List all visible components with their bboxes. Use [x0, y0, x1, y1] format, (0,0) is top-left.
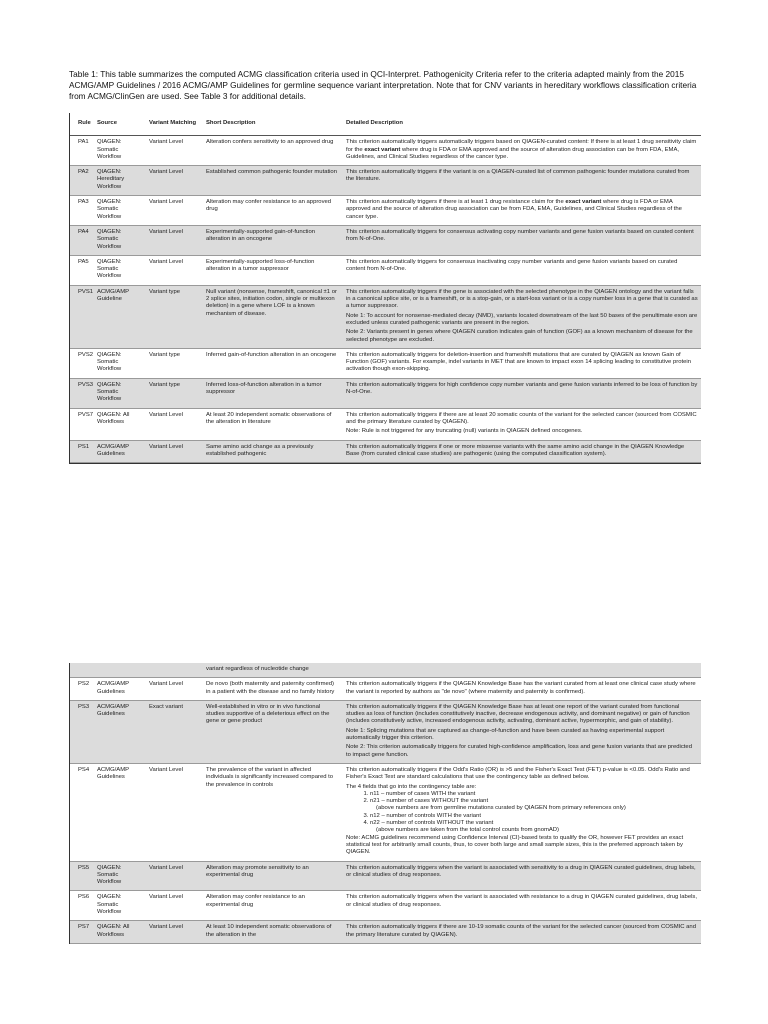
- desc-text: where drug is FDA or EMA approved and the source of alteration drug association can be from FDA, EMA, Guidelines, and Clinical Studies regardless of the cancer type.: [346, 146, 680, 160]
- desc-emphasis: exact variant: [565, 199, 602, 206]
- short-description: Experimentally-supported gain-of-function alteration in an oncogene: [203, 225, 343, 255]
- variant-matching: Variant Level: [146, 196, 203, 226]
- variant-matching: Variant Level: [146, 136, 203, 166]
- desc-paragraph: The 4 fields that go into the contingency table are:: [346, 783, 477, 790]
- rule-code: PS7: [70, 921, 94, 944]
- table-row-continuation: [70, 663, 701, 678]
- detailed-description: This criterion automatically triggers when the variant is associated with resistance to a drug in QIAGEN curated guidelines, drug labels, or clinical studies of drug responses.: [343, 891, 701, 921]
- rule-code: PA1: [70, 136, 94, 166]
- table-row-pa4: [70, 225, 701, 255]
- source: QIAGEN: Somatic Workflow: [94, 196, 146, 226]
- variant-matching: Variant type: [146, 378, 203, 408]
- variant-matching: Variant Level: [146, 763, 203, 861]
- desc-emphasis: exact variant: [364, 146, 401, 153]
- source: QIAGEN: Somatic Workflow: [94, 348, 146, 378]
- detailed-description: [343, 285, 701, 348]
- rule-code: PS3: [70, 700, 94, 763]
- variant-matching: Variant Level: [146, 440, 203, 463]
- detailed-description: This criterion automatically triggers if there are 10-19 somatic counts of the variant for the selected cancer (sourced from COSMIC and the primary literature curated by QIAGEN).: [343, 921, 701, 944]
- short-description: Alteration confers sensitivity to an approved drug: [203, 136, 343, 166]
- header-variant-matching: Variant Matching: [146, 113, 203, 136]
- header-detailed-description: Detailed Description: [343, 113, 701, 136]
- desc-note: (above numbers are taken from the total control counts from gnomAD): [376, 827, 560, 834]
- short-description: Null variant (nonsense, frameshift, canonical ±1 or 2 splice sites, initiation codon, single or multiexon deletion) in a gene where LOF is a known mechanism of disease.: [203, 285, 343, 348]
- table-row-pvs1: [70, 285, 701, 348]
- rule-code: PS6: [70, 891, 94, 921]
- source: QIAGEN: Somatic Workflow: [94, 378, 146, 408]
- detailed-description: [343, 700, 701, 763]
- table-row-pvs3: [70, 378, 701, 408]
- variant-matching: Variant Level: [146, 678, 203, 701]
- variant-matching: Variant Level: [146, 861, 203, 891]
- source: QIAGEN: Somatic Workflow: [94, 891, 146, 921]
- table-row-pa5: [70, 255, 701, 285]
- desc-paragraph: Note 2: This criterion automatically triggers for curated high-confidence amplification, loss and gene fusion variants that are predicted to impact gene function.: [346, 744, 692, 758]
- table-caption: Table 1: This table summarizes the computed ACMG classification criteria used in QCI-Interpret. Pathogenicity Criteria refer to the criteria adapted mainly from the 2015 ACMG/AMP Guidelines / 2016 ACMG/AMP Guidelines for germline sequence variant interpretation. Note that for CNV variants in hereditary workflows classification criteria from ACMG/ClinGen are used. See Table 3 for additional details.: [69, 69, 697, 101]
- variant-matching: Variant Level: [146, 408, 203, 440]
- detailed-description: This criterion automatically triggers if the variant is on a QIAGEN-curated list of common pathogenic founder mutations curated from the literature.: [343, 166, 701, 196]
- table-row-pa3: [70, 196, 701, 226]
- variant-matching: Variant type: [146, 285, 203, 348]
- source: ACMG/AMP Guidelines: [94, 678, 146, 701]
- detailed-description: [343, 408, 701, 440]
- rule-code: PVS1: [70, 285, 94, 348]
- source: ACMG/AMP Guidelines: [94, 700, 146, 763]
- source: QIAGEN: Somatic Workflow: [94, 225, 146, 255]
- contingency-item: 3. n12 – number of controls WITH the variant: [370, 813, 698, 820]
- table-row-pa1: [70, 136, 701, 166]
- rule-code: PVS3: [70, 378, 94, 408]
- desc-paragraph: Note 1: Splicing mutations that are captured as change-of-function and have been curated as having experimental support automatically trigger this criterion.: [346, 727, 665, 742]
- detailed-description: This criterion automatically triggers if one or more missense variants with the same amino acid change in the QIAGEN Knowledge Base (from curated clinical case studies) are pathogenic (using the computed classification system).: [343, 440, 701, 463]
- rule-code: PA2: [70, 166, 94, 196]
- short-description: At least 10 independent somatic observations of the alteration in the: [203, 921, 343, 944]
- short-description: variant regardless of nucleotide change: [203, 663, 343, 678]
- header-rule: Rule: [70, 113, 94, 136]
- desc-paragraph: This criterion automatically triggers if the QIAGEN Knowledge Base has at least one report of the variant curated from functional studies as loss of function (includes constitutively inactive, decrease endogenous activity, and dominant negative) or gain of function (includes constitutively active, increased endogenous activity, activating, dominant active, hypermorphic, and gain of stability).: [346, 703, 690, 725]
- contingency-list: [346, 791, 698, 806]
- variant-matching: Exact variant: [146, 700, 203, 763]
- source: QIAGEN: Somatic Workflow: [94, 861, 146, 891]
- contingency-item: 1. n11 – number of cases WITH the variant: [370, 791, 698, 798]
- header-short-description: Short Description: [203, 113, 343, 136]
- variant-matching: Variant type: [146, 348, 203, 378]
- rule-code: PVS2: [70, 348, 94, 378]
- detailed-description: [343, 196, 701, 226]
- detailed-description: This criterion automatically triggers for deletion-insertion and frameshift mutations that are curated by QIAGEN as known Gain of Function (GOF) variants. For example, indel variants in MET that are known to impact exon 14 splicing leading to constitutive protein activation though exon-skipping.: [343, 348, 701, 378]
- desc-paragraph: This criterion automatically triggers if there are at least 20 somatic counts of the variant for the selected cancer (sourced from COSMIC and the primary literature curated by QIAGEN).: [346, 411, 697, 425]
- variant-matching: Variant Level: [146, 225, 203, 255]
- table-header-row: [70, 113, 701, 136]
- short-description: De novo (both maternity and paternity confirmed) in a patient with the disease and no family history: [203, 678, 343, 701]
- desc-text: This criterion automatically triggers automatically triggers based on QIAGEN-curated content: If there is at least 1 drug sensitivity claim for the: [346, 139, 697, 153]
- contingency-item: 4. n22 – number of controls WITHOUT the variant: [370, 820, 698, 827]
- rule-code: PA4: [70, 225, 94, 255]
- short-description: Same amino acid change as a previously established pathogenic: [203, 440, 343, 463]
- table-row-pvs7: [70, 408, 701, 440]
- table-row-pvs2: [70, 348, 701, 378]
- source: ACMG/AMP Guidelines: [94, 440, 146, 463]
- short-description: Alteration may promote sensitivity to an experimental drug: [203, 861, 343, 891]
- source: ACMG/AMP Guidelines: [94, 763, 146, 861]
- source: QIAGEN: All Workflows: [94, 921, 146, 944]
- detailed-description: This criterion automatically triggers for consensus inactivating copy number variants and gene fusion variants based on curated content from N-of-One.: [343, 255, 701, 285]
- desc-text: where drug is FDA or EMA approved and the source of alteration drug association can be from FDA, EMA, Guidelines, and Clinical Studies regardless of the cancer type.: [346, 199, 682, 220]
- rule-code: PS5: [70, 861, 94, 891]
- source: QIAGEN: All Workflows: [94, 408, 146, 440]
- detailed-description: This criterion automatically triggers for consensus activating copy number variants and gene fusion variants based on curated content from N-of-One.: [343, 225, 701, 255]
- desc-paragraph: Note 1: To account for nonsense-mediated decay (NMD), variants located downstream of the last 50 bases of the penultimate exon are excluded unless curated pathogenic variants are present in the region.: [346, 312, 698, 326]
- short-description: At least 20 independent somatic observations of the alteration in literature: [203, 408, 343, 440]
- desc-text: This criterion automatically triggers if there is at least 1 drug resistance claim for the: [346, 199, 566, 206]
- detailed-description: This criterion automatically triggers for high confidence copy number variants and gene fusion variants inferred to be loss of function by N-of-One.: [343, 378, 701, 408]
- desc-note: (above numbers are from germline mutations curated by QIAGEN from primary references only): [376, 805, 626, 812]
- desc-paragraph: Note: ACMG guidelines recommend using Confidence Interval (CI)-based tests to qualify the OR, however FET provides an exact statistical test for arbitrarily small counts, thus, to cover both large and small sample sizes, this is the preferred approach taken by QIAGEN.: [346, 834, 684, 856]
- table-row-ps7: [70, 921, 701, 944]
- criteria-table-part-1: [69, 113, 701, 464]
- source: QIAGEN: Hereditary Workflow: [94, 166, 146, 196]
- detailed-description: This criterion automatically triggers when the variant is associated with sensitivity to a drug in QIAGEN curated guidelines, drug labels, or clinical studies of drug responses.: [343, 861, 701, 891]
- criteria-table-part-2: [69, 663, 701, 944]
- variant-matching: Variant Level: [146, 891, 203, 921]
- short-description: Alteration may confer resistance to an experimental drug: [203, 891, 343, 921]
- rule-code: PA5: [70, 255, 94, 285]
- detailed-description: This criterion automatically triggers if the QIAGEN Knowledge Base has the variant curated from at least one clinical case study where the variant is reported by authors as "de novo" (where maternity and paternity is confirmed).: [343, 678, 701, 701]
- contingency-item: 2. n21 – number of cases WITHOUT the variant: [370, 798, 698, 805]
- table-row-ps3: [70, 700, 701, 763]
- table-row-ps5: [70, 861, 701, 891]
- source: ACMG/AMP Guideline: [94, 285, 146, 348]
- detailed-description: [343, 136, 701, 166]
- table-row-ps1: [70, 440, 701, 463]
- short-description: Inferred loss-of-function alteration in a tumor suppressor: [203, 378, 343, 408]
- variant-matching: Variant Level: [146, 921, 203, 944]
- rule-code: PS2: [70, 678, 94, 701]
- rule-code: PS4: [70, 763, 94, 861]
- rule-code: PS1: [70, 440, 94, 463]
- detailed-description: [343, 763, 701, 861]
- rule-code: PVS7: [70, 408, 94, 440]
- contingency-list: [346, 813, 698, 828]
- source: QIAGEN: Somatic Workflow: [94, 255, 146, 285]
- variant-matching: Variant Level: [146, 255, 203, 285]
- short-description: Inferred gain-of-function alteration in an oncogene: [203, 348, 343, 378]
- table-row-ps6: [70, 891, 701, 921]
- desc-paragraph: This criterion automatically triggers if the Odd's Ratio (OR) is >5 and the Fisher's Exact Test (FET) p-value is <0.05. Odd's Ratio and Fisher's Exact Test are standard calculations that use the contingency table as defined below.: [346, 766, 690, 781]
- desc-paragraph: This criterion automatically triggers if the gene is associated with the selected phenotype in the QIAGEN ontology and the variant falls in a canonical splice site, or is a frameshift, or is a stop-gain, or a start-loss variant or is a copy number loss in a gene that is curated as a tumor suppressor.: [346, 288, 698, 310]
- short-description: Experimentally-supported loss-of-function alteration in a tumor suppressor: [203, 255, 343, 285]
- table-row-ps2: [70, 678, 701, 701]
- short-description: Established common pathogenic founder mutation: [203, 166, 343, 196]
- table-row-ps4: [70, 763, 701, 861]
- table-row-pa2: [70, 166, 701, 196]
- short-description: The prevalence of the variant in affected individuals is significantly increased compared to the prevalence in controls: [203, 763, 343, 861]
- rule-code: PA3: [70, 196, 94, 226]
- short-description: Well-established in vitro or in vivo functional studies supportive of a deleterious effect on the gene or gene product: [203, 700, 343, 763]
- desc-paragraph: Note: Rule is not triggered for any truncating (null) variants in QIAGEN defined oncogenes.: [346, 428, 583, 435]
- desc-paragraph: Note 2: Variants present in genes where QIAGEN curation indicates gain of function (GOF) as a known mechanism of disease for the selected phenotype are excluded.: [346, 329, 693, 343]
- short-description: Alteration may confer resistance to an approved drug: [203, 196, 343, 226]
- variant-matching: Variant Level: [146, 166, 203, 196]
- header-source: Source: [94, 113, 146, 136]
- source: QIAGEN: Somatic Workflow: [94, 136, 146, 166]
